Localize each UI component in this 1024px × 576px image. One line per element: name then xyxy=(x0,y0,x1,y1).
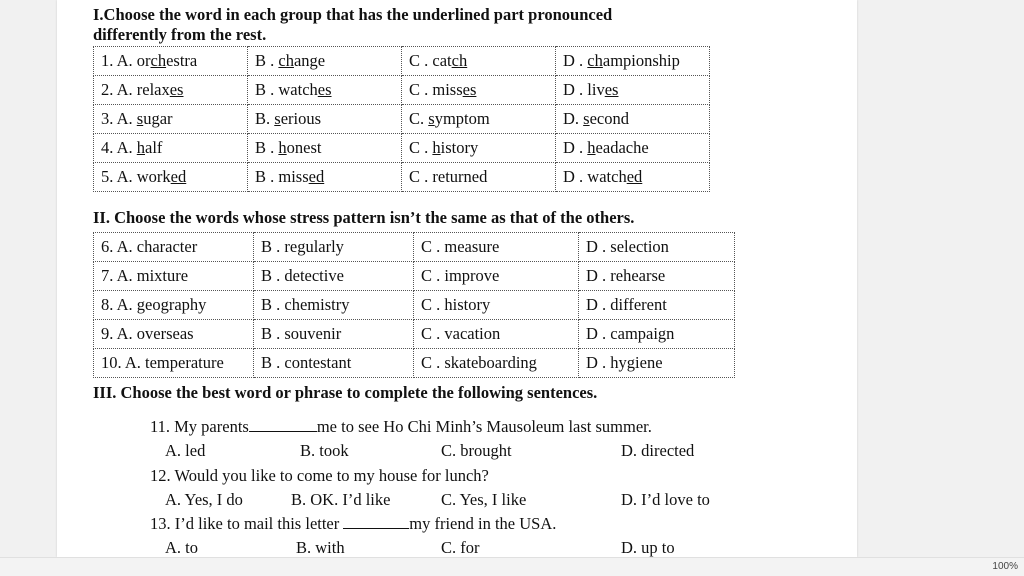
table-cell xyxy=(556,134,710,163)
word-part: ymptom xyxy=(434,109,490,128)
table-cell: D . selection xyxy=(579,233,735,262)
underlined-part: es xyxy=(604,80,619,99)
question-13 xyxy=(150,514,556,534)
table-cell xyxy=(248,105,402,134)
section3-title: III. Choose the best word or phrase to complete the following sentences. xyxy=(93,383,598,402)
underlined-part: ed xyxy=(170,167,187,186)
table-row xyxy=(94,163,710,192)
table-cell: D . rehearse xyxy=(579,262,735,291)
table-cell: B . chemistry xyxy=(254,291,414,320)
word-part: C. xyxy=(409,109,429,128)
underlined-part: s xyxy=(583,109,590,128)
word-part: eadache xyxy=(595,138,649,157)
table-cell: 8. A. geography xyxy=(94,291,254,320)
word-part: onest xyxy=(286,138,322,157)
table-row xyxy=(94,262,735,291)
table-cell: D . different xyxy=(579,291,735,320)
word-part: estra xyxy=(166,51,198,70)
table-cell: 10. A. temperature xyxy=(94,349,254,378)
section1-title-line2: differently from the rest. xyxy=(93,25,267,44)
q13-option-c: C. for xyxy=(441,538,480,557)
question-11-text-start: 11. My parents xyxy=(150,417,249,436)
table-row xyxy=(94,291,735,320)
table-cell xyxy=(248,163,402,192)
table-cell xyxy=(556,105,710,134)
q12-option-b: B. OK. I’d like xyxy=(291,490,391,509)
underlined-part: ch xyxy=(587,51,603,70)
table-cell: C . vacation xyxy=(414,320,579,349)
table-row xyxy=(94,105,710,134)
word-part: B . xyxy=(255,138,279,157)
table-cell: B . detective xyxy=(254,262,414,291)
table-cell xyxy=(402,163,556,192)
table-cell xyxy=(94,105,248,134)
table-cell: 9. A. overseas xyxy=(94,320,254,349)
underlined-part: ch xyxy=(150,51,167,70)
table-cell xyxy=(556,47,710,76)
question-13-text-end: my friend in the USA. xyxy=(409,514,557,533)
table-cell xyxy=(94,163,248,192)
underlined-part: h xyxy=(136,138,146,157)
q12-option-d: D. I’d love to xyxy=(621,490,710,509)
section1-title-line1: I.Choose the word in each group that has the underlined part pronounced xyxy=(93,5,613,24)
q11-option-a: A. led xyxy=(165,441,206,460)
word-part: erious xyxy=(280,109,322,128)
underlined-part: ed xyxy=(626,167,643,186)
answer-blank xyxy=(343,514,409,529)
table-cell xyxy=(402,76,556,105)
word-part: 2. A. relax xyxy=(101,80,170,99)
underlined-part: es xyxy=(317,80,332,99)
word-part: alf xyxy=(145,138,163,157)
table-cell: B . contestant xyxy=(254,349,414,378)
zoom-level[interactable]: 100% xyxy=(992,561,1018,572)
word-part: 5. A. work xyxy=(101,167,171,186)
q12-option-c: C. Yes, I like xyxy=(441,490,527,509)
table-cell xyxy=(248,76,402,105)
word-part: D . watch xyxy=(563,167,627,186)
word-part: ampionship xyxy=(602,51,680,70)
word-part: C . miss xyxy=(409,80,463,99)
table-cell xyxy=(94,76,248,105)
table-row xyxy=(94,134,710,163)
section1-table xyxy=(93,46,710,192)
table-cell: C . measure xyxy=(414,233,579,262)
word-part: B . watch xyxy=(255,80,318,99)
word-part: econd xyxy=(589,109,629,128)
q13-option-b: B. with xyxy=(296,538,345,557)
q11-option-d: D. directed xyxy=(621,441,695,460)
table-row xyxy=(94,47,710,76)
underlined-part: s xyxy=(136,109,144,128)
table-cell xyxy=(402,105,556,134)
word-part: 1. A. or xyxy=(101,51,151,70)
table-cell: C . improve xyxy=(414,262,579,291)
table-cell: C . skateboarding xyxy=(414,349,579,378)
table-cell: D . hygiene xyxy=(579,349,735,378)
table-cell xyxy=(402,47,556,76)
table-cell xyxy=(402,134,556,163)
question-12: 12. Would you like to come to my house for lunch? xyxy=(150,466,489,485)
table-row xyxy=(94,233,735,262)
question-13-text-start: 13. I’d like to mail this letter xyxy=(150,514,340,533)
table-cell: 6. A. character xyxy=(94,233,254,262)
table-cell xyxy=(556,163,710,192)
table-cell xyxy=(248,47,402,76)
q12-option-a: A. Yes, I do xyxy=(165,490,243,509)
word-part: C . cat xyxy=(409,51,452,70)
table-cell xyxy=(94,134,248,163)
table-cell xyxy=(248,134,402,163)
q13-option-d: D. up to xyxy=(621,538,675,557)
table-cell: 7. A. mixture xyxy=(94,262,254,291)
underlined-part: h xyxy=(587,138,596,157)
word-part: ugar xyxy=(143,109,173,128)
question-11-text-end: me to see Ho Chi Minh’s Mausoleum last summer. xyxy=(316,417,652,436)
question-11 xyxy=(150,417,652,437)
section2-title: II. Choose the words whose stress pattern isn’t the same as that of the others. xyxy=(93,208,635,227)
underlined-part: ch xyxy=(451,51,468,70)
table-cell: B . souvenir xyxy=(254,320,414,349)
section1-title xyxy=(93,5,612,45)
table-cell xyxy=(94,47,248,76)
table-row xyxy=(94,76,710,105)
word-part: 4. A. xyxy=(101,138,137,157)
word-part: D . xyxy=(563,138,588,157)
word-part: D. xyxy=(563,109,584,128)
table-cell: C . history xyxy=(414,291,579,320)
table-cell: B . regularly xyxy=(254,233,414,262)
status-bar xyxy=(0,557,1024,576)
word-part: ange xyxy=(293,51,326,70)
underlined-part: es xyxy=(169,80,184,99)
underlined-part: h xyxy=(432,138,441,157)
q13-option-a: A. to xyxy=(165,538,198,557)
answer-blank xyxy=(249,417,317,432)
underlined-part: es xyxy=(462,80,477,99)
word-part: istory xyxy=(440,138,479,157)
word-part: 3. A. xyxy=(101,109,137,128)
underlined-part: ed xyxy=(308,167,325,186)
underlined-part: ch xyxy=(278,51,294,70)
word-part: B . xyxy=(255,51,279,70)
underlined-part: s xyxy=(274,109,281,128)
table-cell xyxy=(556,76,710,105)
q11-option-c: C. brought xyxy=(441,441,512,460)
word-part: C . xyxy=(409,138,433,157)
table-row xyxy=(94,349,735,378)
word-part: B. xyxy=(255,109,275,128)
table-cell: D . campaign xyxy=(579,320,735,349)
word-part: D . liv xyxy=(563,80,605,99)
word-part: D . xyxy=(563,51,588,70)
word-part: C . returned xyxy=(409,167,488,186)
table-row xyxy=(94,320,735,349)
section2-table xyxy=(93,232,735,378)
q11-option-b: B. took xyxy=(300,441,349,460)
underlined-part: s xyxy=(428,109,435,128)
underlined-part: h xyxy=(278,138,287,157)
word-part: B . miss xyxy=(255,167,309,186)
